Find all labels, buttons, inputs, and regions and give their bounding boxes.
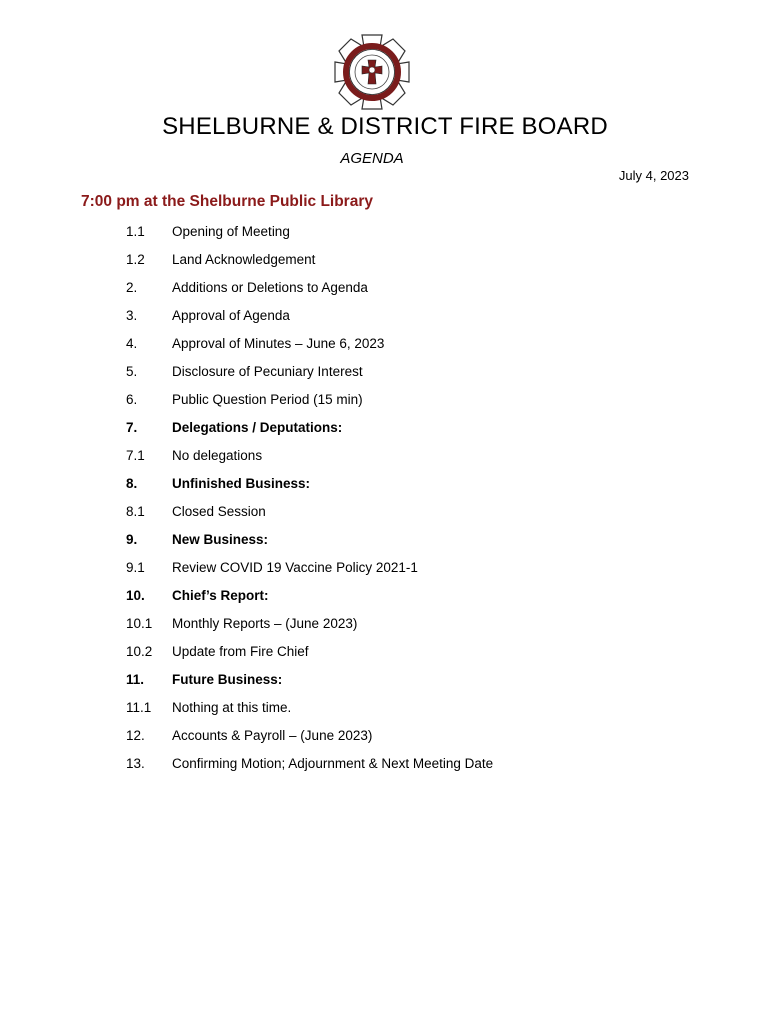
agenda-item-number: 6. [126, 392, 138, 407]
agenda-item-label: Monthly Reports – (June 2023) [172, 616, 358, 631]
agenda-item [126, 558, 686, 586]
agenda-item-number: 3. [126, 308, 138, 323]
agenda-item [126, 754, 686, 782]
agenda-item-label: Delegations / Deputations: [172, 420, 343, 435]
agenda-item [126, 362, 686, 390]
agenda-item-label: Approval of Minutes – June 6, 2023 [172, 336, 385, 351]
agenda-item-number: 13. [126, 756, 145, 771]
agenda-item [126, 670, 686, 698]
agenda-item-label: Nothing at this time. [172, 700, 292, 715]
agenda-item-label: Opening of Meeting [172, 224, 290, 239]
agenda-item [126, 334, 686, 362]
agenda-item-label: Approval of Agenda [172, 308, 290, 323]
agenda-item-number: 12. [126, 728, 145, 743]
agenda-item-number: 7. [126, 420, 138, 435]
agenda-item [126, 530, 686, 558]
agenda-item-label: No delegations [172, 448, 263, 463]
agenda-item [126, 726, 686, 754]
meeting-location-heading: 7:00 pm at the Shelburne Public Library [81, 193, 373, 210]
agenda-item [126, 586, 686, 614]
agenda-item-number: 4. [126, 336, 138, 351]
agenda-item-number: 11. [126, 672, 145, 687]
agenda-item-label: Confirming Motion; Adjournment & Next Meeting Date [172, 756, 494, 771]
agenda-item-label: Closed Session [172, 504, 266, 519]
agenda-item-label: Disclosure of Pecuniary Interest [172, 364, 363, 379]
fire-board-emblem-icon [333, 33, 411, 111]
meeting-date: July 4, 2023 [618, 168, 689, 183]
agenda-item-number: 7.1 [126, 448, 145, 463]
agenda-item-number: 1.2 [126, 252, 145, 267]
agenda-item [126, 446, 686, 474]
agenda-item-label: Accounts & Payroll – (June 2023) [172, 728, 373, 743]
agenda-item [126, 474, 686, 502]
agenda-item [126, 418, 686, 446]
agenda-item-label: Land Acknowledgement [172, 252, 316, 267]
agenda-item [126, 502, 686, 530]
agenda-item-number: 5. [126, 364, 138, 379]
agenda-item [126, 250, 686, 278]
agenda-item-number: 9. [126, 532, 138, 547]
agenda-item-number: 9.1 [126, 560, 145, 575]
agenda-item [126, 278, 686, 306]
agenda-item-label: Future Business: [172, 672, 283, 687]
agenda-item-number: 10.1 [126, 616, 153, 631]
agenda-item-number: 10.2 [126, 644, 153, 659]
agenda-item-label: Update from Fire Chief [172, 644, 309, 659]
agenda-item-label: Additions or Deletions to Agenda [172, 280, 368, 295]
agenda-item-label: Public Question Period (15 min) [172, 392, 363, 407]
document-subtitle: AGENDA [340, 150, 404, 167]
agenda-item [126, 614, 686, 642]
agenda-item-number: 1.1 [126, 224, 145, 239]
agenda-list [126, 222, 686, 782]
agenda-item [126, 698, 686, 726]
agenda-item [126, 642, 686, 670]
agenda-item [126, 222, 686, 250]
agenda-item-number: 8. [126, 476, 138, 491]
agenda-item [126, 390, 686, 418]
agenda-item-number: 8.1 [126, 504, 145, 519]
agenda-item-number: 11.1 [126, 700, 152, 715]
agenda-item-label: Unfinished Business: [172, 476, 311, 491]
agenda-item-label: Review COVID 19 Vaccine Policy 2021-1 [172, 560, 418, 575]
agenda-item [126, 306, 686, 334]
agenda-item-number: 10. [126, 588, 145, 603]
document-title: SHELBURNE & DISTRICT FIRE BOARD [162, 113, 608, 140]
agenda-item-label: Chief’s Report: [172, 588, 269, 603]
logo [333, 33, 411, 111]
agenda-item-label: New Business: [172, 532, 269, 547]
agenda-item-number: 2. [126, 280, 138, 295]
